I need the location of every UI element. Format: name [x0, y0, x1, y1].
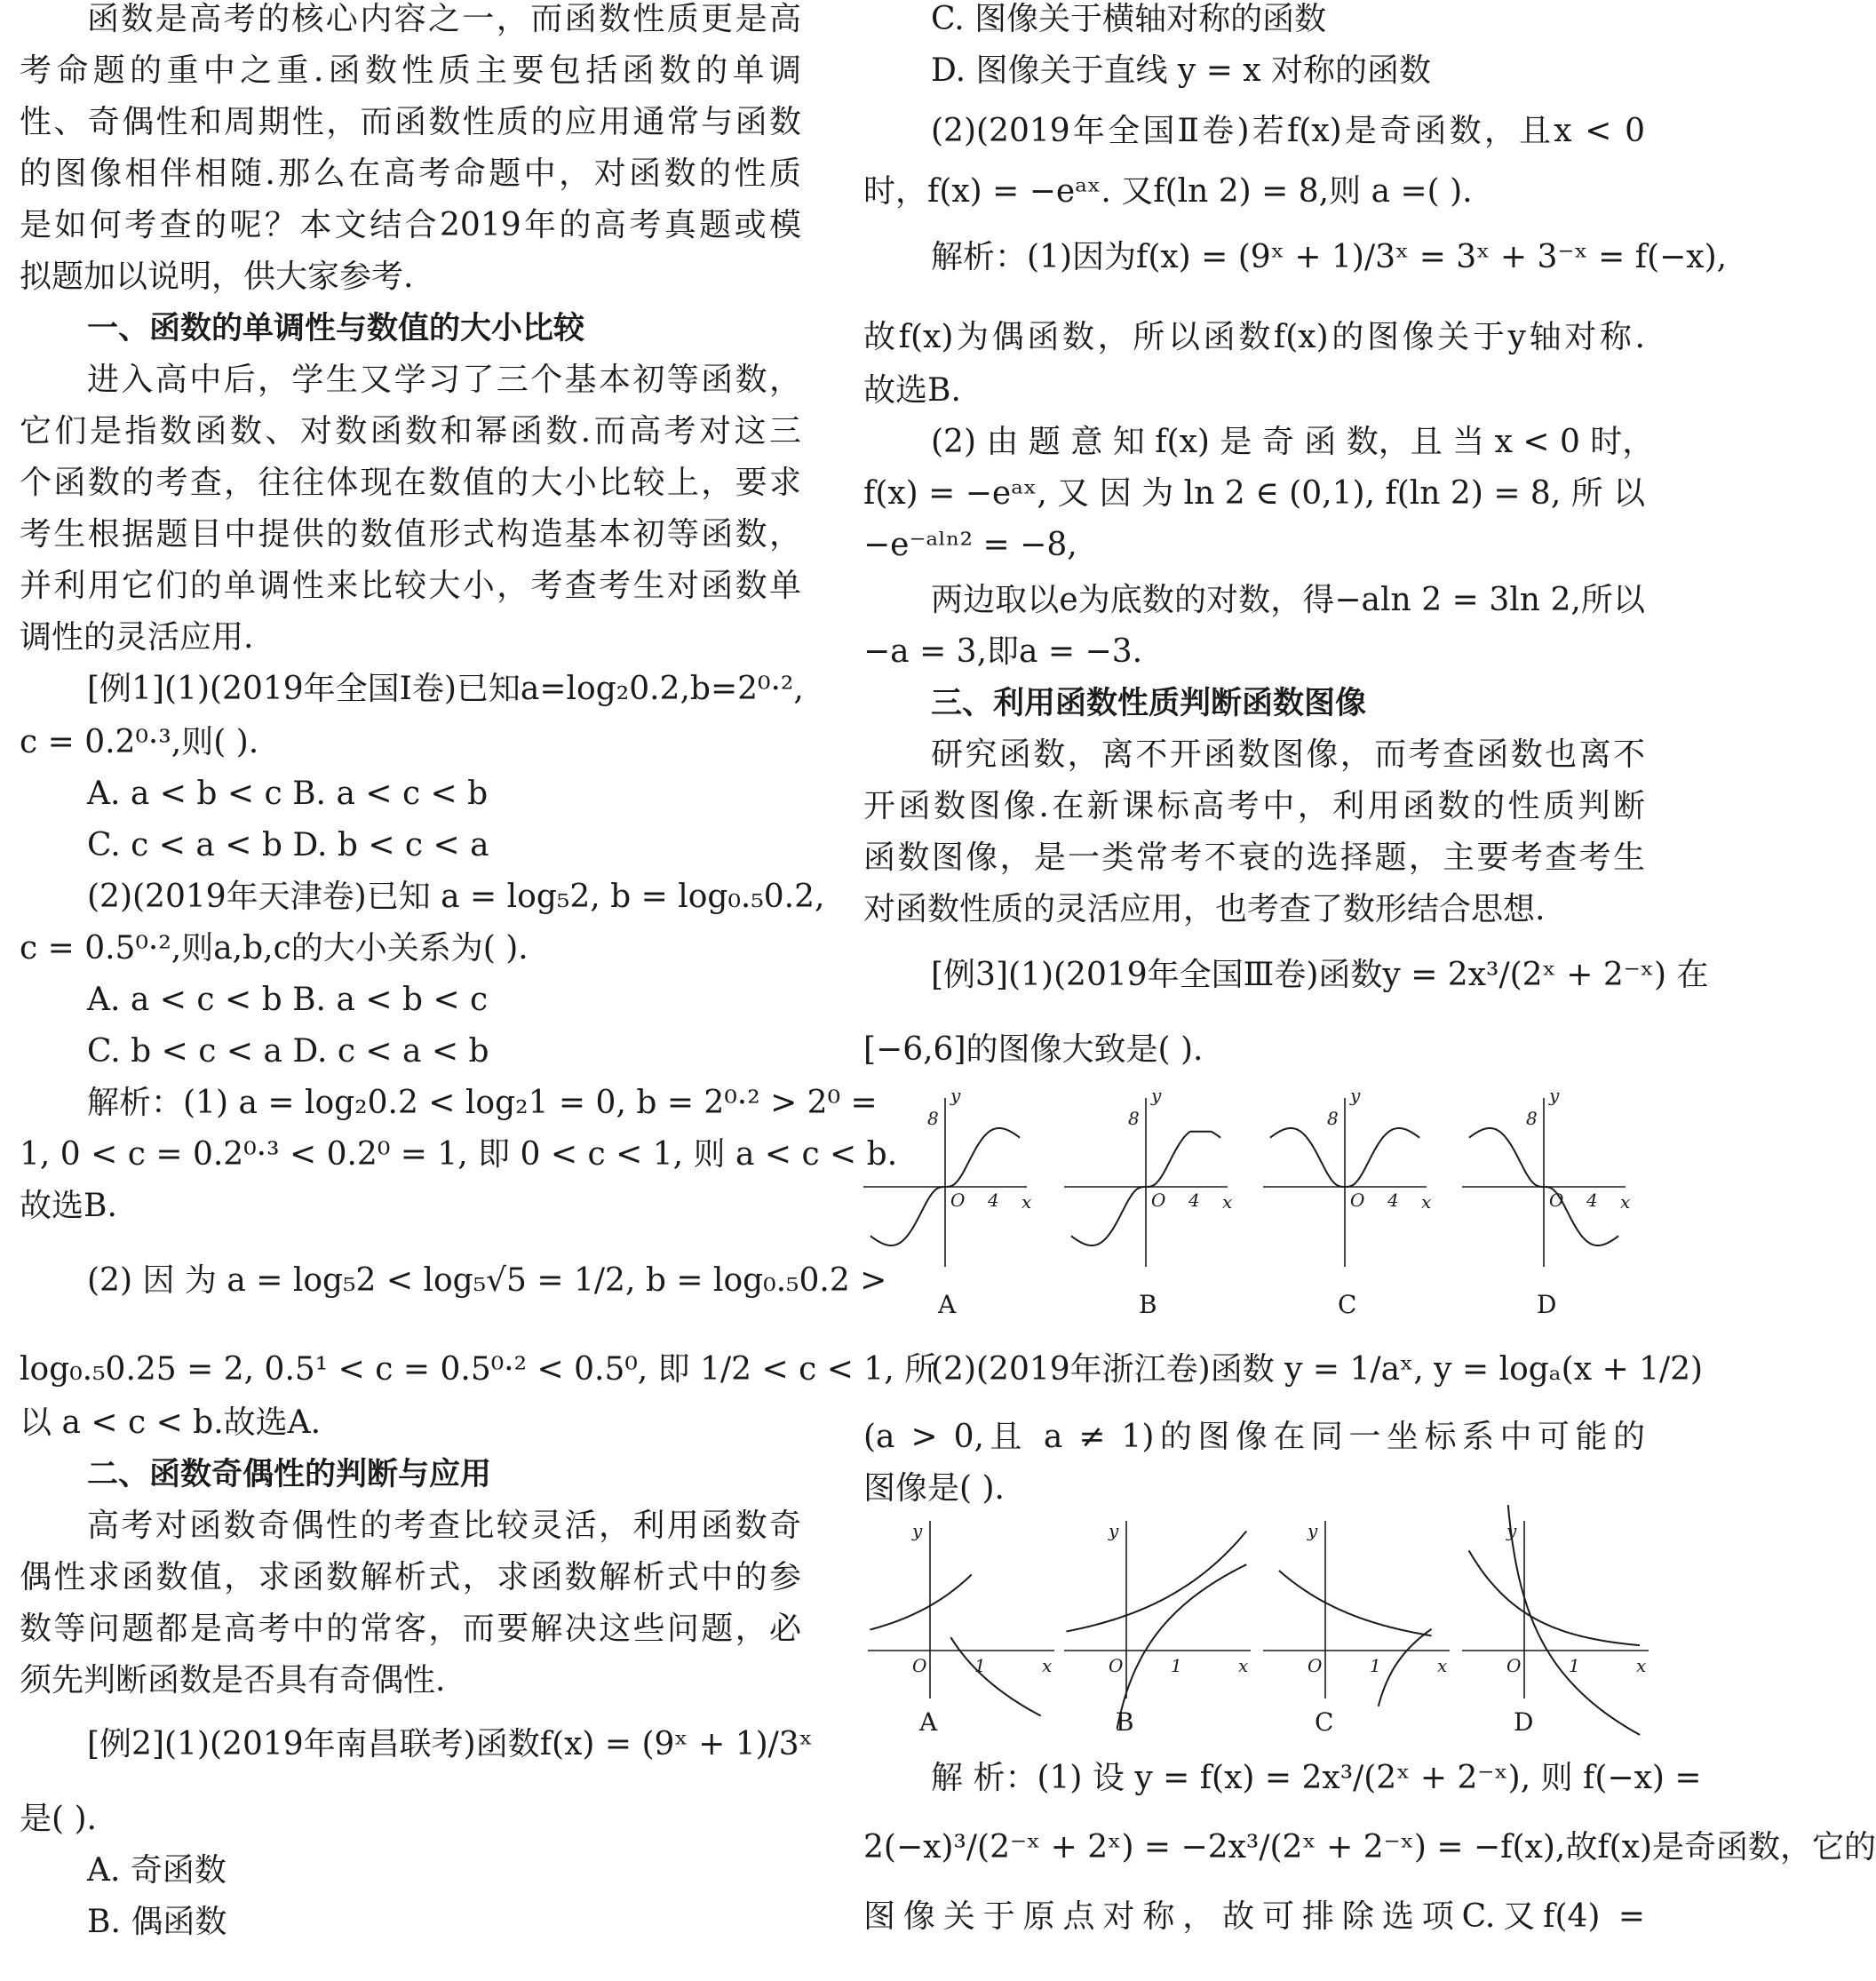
x-tick-label: 1 — [1171, 1655, 1182, 1676]
section-heading: 一、函数的单调性与数值的大小比较 — [87, 311, 585, 346]
text-line: −a = 3,即a = −3. — [863, 633, 1143, 670]
text-line: 1, 0 < c = 0.2⁰·³ < 0.2⁰ = 1, 即 0 < c < 1, 则 a < c < b. — [20, 1136, 898, 1173]
text-line: 偶性求函数值，求函数解析式，求函数解析式中的参 — [20, 1559, 801, 1595]
text-line: 解 析：(1) 设 y = f(x) = 2x³/(2ˣ + 2⁻ˣ), 则 f(−x) = — [931, 1760, 1702, 1796]
graph-caption: C — [1338, 1290, 1357, 1319]
y-tick-label: 8 — [927, 1108, 939, 1129]
text-line: [例2](1)(2019年南昌联考)函数f(x) = (9ˣ + 1)/3ˣ — [87, 1726, 813, 1762]
y-tick-label: 8 — [1327, 1108, 1339, 1129]
choice-option: A. a < b < c B. a < c < b — [87, 776, 489, 812]
text-line: 须先判断函数是否具有奇偶性. — [20, 1662, 446, 1699]
origin-label: O — [1506, 1655, 1522, 1676]
text-line: (2)(2019年全国Ⅱ卷)若f(x)是奇函数，且x < 0 — [931, 113, 1645, 149]
y-axis-label: y — [1506, 1520, 1517, 1541]
choice-option: A. 奇函数 — [87, 1852, 227, 1889]
x-axis-label: x — [1620, 1191, 1631, 1213]
x-axis-label: x — [1021, 1191, 1032, 1213]
choice-option: C. b < c < a D. c < a < b — [87, 1033, 489, 1070]
graph-panel-d — [1462, 1505, 1649, 1737]
text-line: [−6,6]的图像大致是( ). — [863, 1031, 1204, 1068]
x-tick-label: 4 — [988, 1189, 999, 1211]
text-line: 拟题加以说明，供大家参考. — [20, 259, 414, 295]
choice-option: C. c < a < b D. b < c < a — [87, 827, 489, 863]
x-axis-label: x — [1636, 1655, 1647, 1676]
text-line: 2(−x)³/(2⁻ˣ + 2ˣ) = −2x³/(2ˣ + 2⁻ˣ) = −f(x),故f(x)是奇函数，它的 — [863, 1829, 1876, 1866]
text-line: 调性的灵活应用. — [20, 619, 254, 656]
text-line: 时，f(x) = −eᵃˣ. 又f(ln 2) = 8,则 a =( ). — [863, 173, 1473, 210]
graph-caption: A — [919, 1707, 938, 1737]
x-axis-label: x — [1437, 1655, 1448, 1676]
origin-label: O — [912, 1655, 927, 1676]
figure-example3-part2-svg — [863, 1520, 1647, 1737]
graph-panel-c — [1263, 1520, 1450, 1737]
exponential-curve — [870, 1575, 971, 1630]
text-line: [例3](1)(2019年全国Ⅲ卷)函数y = 2x³/(2ˣ + 2⁻ˣ) 在 — [931, 957, 1709, 993]
text-line: 函数是高考的核心内容之一，而函数性质更是高 — [87, 1, 801, 37]
text-line: 两边取以e为底数的对数，得−aln 2 = 3ln 2,所以 — [931, 582, 1645, 618]
graph-caption: D — [1514, 1707, 1534, 1737]
text-line: 考命题的重中之重.函数性质主要包括函数的单调 — [20, 52, 801, 89]
graph-panel-a — [863, 1085, 1031, 1319]
text-line: (2) 由 题 意 知 f(x) 是 奇 函 数，且 当 x < 0 时， — [931, 424, 1655, 460]
exponential-curve — [1469, 1550, 1640, 1645]
log-curve — [950, 1637, 1040, 1715]
origin-label: O — [1549, 1189, 1564, 1211]
text-line: 以 a < c < b.故选A. — [20, 1404, 322, 1441]
text-line: 是( ). — [20, 1801, 97, 1837]
exponential-curve — [1279, 1571, 1432, 1635]
text-line: 开函数图像.在新课标高考中，利用函数的性质判断 — [863, 788, 1645, 824]
graph-panel-c — [1263, 1085, 1431, 1319]
x-tick-label: 1 — [1370, 1655, 1381, 1676]
figure-example3-part2-graphs — [863, 1521, 1645, 1738]
y-axis-label: y — [1109, 1520, 1119, 1541]
log-curve — [1379, 1629, 1432, 1707]
y-axis-label: y — [1308, 1520, 1318, 1541]
choice-option: B. 偶函数 — [87, 1904, 227, 1940]
x-axis-label: x — [1222, 1191, 1233, 1213]
text-line: 是如何考查的呢？本文结合2019年的高考真题或模 — [20, 207, 801, 243]
text-line: 并利用它们的单调性来比较大小，考查考生对函数单 — [20, 568, 801, 604]
graph-caption: A — [938, 1290, 957, 1319]
x-tick-label: 4 — [1387, 1189, 1399, 1211]
text-line: 故f(x)为偶函数，所以函数f(x)的图像关于y轴对称. — [863, 319, 1645, 355]
text-line: 性、奇偶性和周期性，而函数性质的应用通常与函数 — [20, 104, 801, 140]
y-axis-label: y — [1151, 1085, 1162, 1106]
graph-panel-b — [1064, 1520, 1251, 1737]
text-line: f(x) = −eᵃˣ, 又 因 为 ln 2 ∈ (0,1), f(ln 2) = 8, 所 以 — [863, 475, 1646, 512]
text-line: log₀.₅0.25 = 2, 0.5¹ < c = 0.5⁰·² < 0.5⁰, 即 1/2 < c < 1, 所 — [20, 1351, 937, 1388]
text-line: −e⁻ᵃˡⁿ² = −8, — [863, 527, 1077, 563]
text-line: (2)(2019年天津卷)已知 a = log₅2, b = log₀.₅0.2, — [87, 879, 825, 915]
text-line: (2)(2019年浙江卷)函数 y = 1/aˣ, y = logₐ(x + 1/2) — [931, 1351, 1704, 1388]
text-line: (2) 因 为 a = log₅2 < log₅√5 = 1/2, b = log₀.₅0.2 > — [87, 1262, 887, 1299]
text-line: c = 0.5⁰·²,则a,b,c的大小关系为( ). — [20, 930, 529, 967]
section-heading: 三、利用函数性质判断函数图像 — [931, 686, 1367, 721]
y-axis-label: y — [1549, 1085, 1560, 1106]
origin-label: O — [1350, 1189, 1365, 1211]
x-tick-label: 4 — [1586, 1189, 1598, 1211]
text-line: 研究函数，离不开函数图像，而考查函数也离不 — [931, 736, 1645, 773]
exponential-curve — [1066, 1531, 1246, 1632]
y-tick-label: 8 — [1526, 1108, 1538, 1129]
x-axis-label: x — [1421, 1191, 1432, 1213]
text-line: 对函数性质的灵活应用，也考查了数形结合思想. — [863, 891, 1546, 927]
text-line: 故选B. — [863, 372, 961, 409]
choice-option: A. a < c < b B. a < b < c — [87, 982, 489, 1018]
text-line: 进入高中后，学生又学习了三个基本初等函数， — [87, 362, 801, 398]
log-curve — [1508, 1505, 1640, 1735]
text-line: 解析：(1) a = log₂0.2 < log₂1 = 0, b = 2⁰·² > 2⁰ = — [87, 1085, 878, 1121]
x-axis-label: x — [1238, 1655, 1249, 1676]
text-line: 函数图像，是一类常考不衰的选择题，主要考查考生 — [863, 839, 1645, 876]
text-line: 解析：(1)因为f(x) = (9ˣ + 1)/3ˣ = 3ˣ + 3⁻ˣ = f(−x), — [931, 239, 1728, 275]
origin-label: O — [1308, 1655, 1323, 1676]
figure-example3-svg — [863, 1085, 1645, 1320]
text-line: 它们是指数函数、对数函数和幂函数.而高考对这三 — [20, 413, 801, 450]
y-tick-label: 8 — [1128, 1108, 1140, 1129]
y-axis-label: y — [912, 1520, 923, 1541]
graph-panel-a — [868, 1520, 1054, 1737]
text-line: 高考对函数奇偶性的考查比较灵活，利用函数奇 — [87, 1508, 801, 1544]
graph-panel-b — [1064, 1085, 1232, 1319]
text-line: c = 0.2⁰·³,则( ). — [20, 724, 259, 760]
y-axis-label: y — [950, 1085, 961, 1106]
text-line: (a > 0,且 a ≠ 1)的图像在同一坐标系中可能的 — [863, 1419, 1645, 1455]
origin-label: O — [1151, 1189, 1166, 1211]
text-line: 数等问题都是高考中的常客，而要解决这些问题，必 — [20, 1611, 801, 1647]
choice-option: D. 图像关于直线 y = x 对称的函数 — [931, 52, 1432, 89]
text-line: 图像是( ). — [863, 1470, 1005, 1507]
x-tick-label: 1 — [974, 1655, 986, 1676]
figure-example3-graphs — [863, 1085, 1645, 1324]
y-axis-label: y — [1350, 1085, 1361, 1106]
graph-panel-d — [1462, 1085, 1630, 1319]
text-line: 考生根据题目中提供的数值形式构造基本初等函数， — [20, 516, 801, 553]
graph-caption: B — [1116, 1707, 1134, 1737]
text-line: 个函数的考查，往往体现在数值的大小比较上，要求 — [20, 465, 801, 501]
graph-caption: D — [1537, 1290, 1557, 1319]
text-line: 图像关于原点对称，故可排除选项C.又f(4) = — [863, 1898, 1645, 1935]
x-tick-label: 1 — [1569, 1655, 1580, 1676]
text-line: 的图像相伴相随.那么在高考命题中，对函数的性质 — [20, 155, 801, 192]
section-heading: 二、函数奇偶性的判断与应用 — [87, 1457, 492, 1492]
x-axis-label: x — [1042, 1655, 1053, 1676]
text-line: [例1](1)(2019年全国Ⅰ卷)已知a=log₂0.2,b=2⁰·², — [87, 671, 804, 707]
origin-label: O — [1109, 1655, 1124, 1676]
x-tick-label: 4 — [1188, 1189, 1200, 1211]
graph-caption: C — [1315, 1707, 1334, 1737]
text-line: 故选B. — [20, 1188, 117, 1224]
origin-label: O — [950, 1189, 966, 1211]
choice-option: C. 图像关于横轴对称的函数 — [931, 1, 1327, 37]
graph-caption: B — [1139, 1290, 1157, 1319]
